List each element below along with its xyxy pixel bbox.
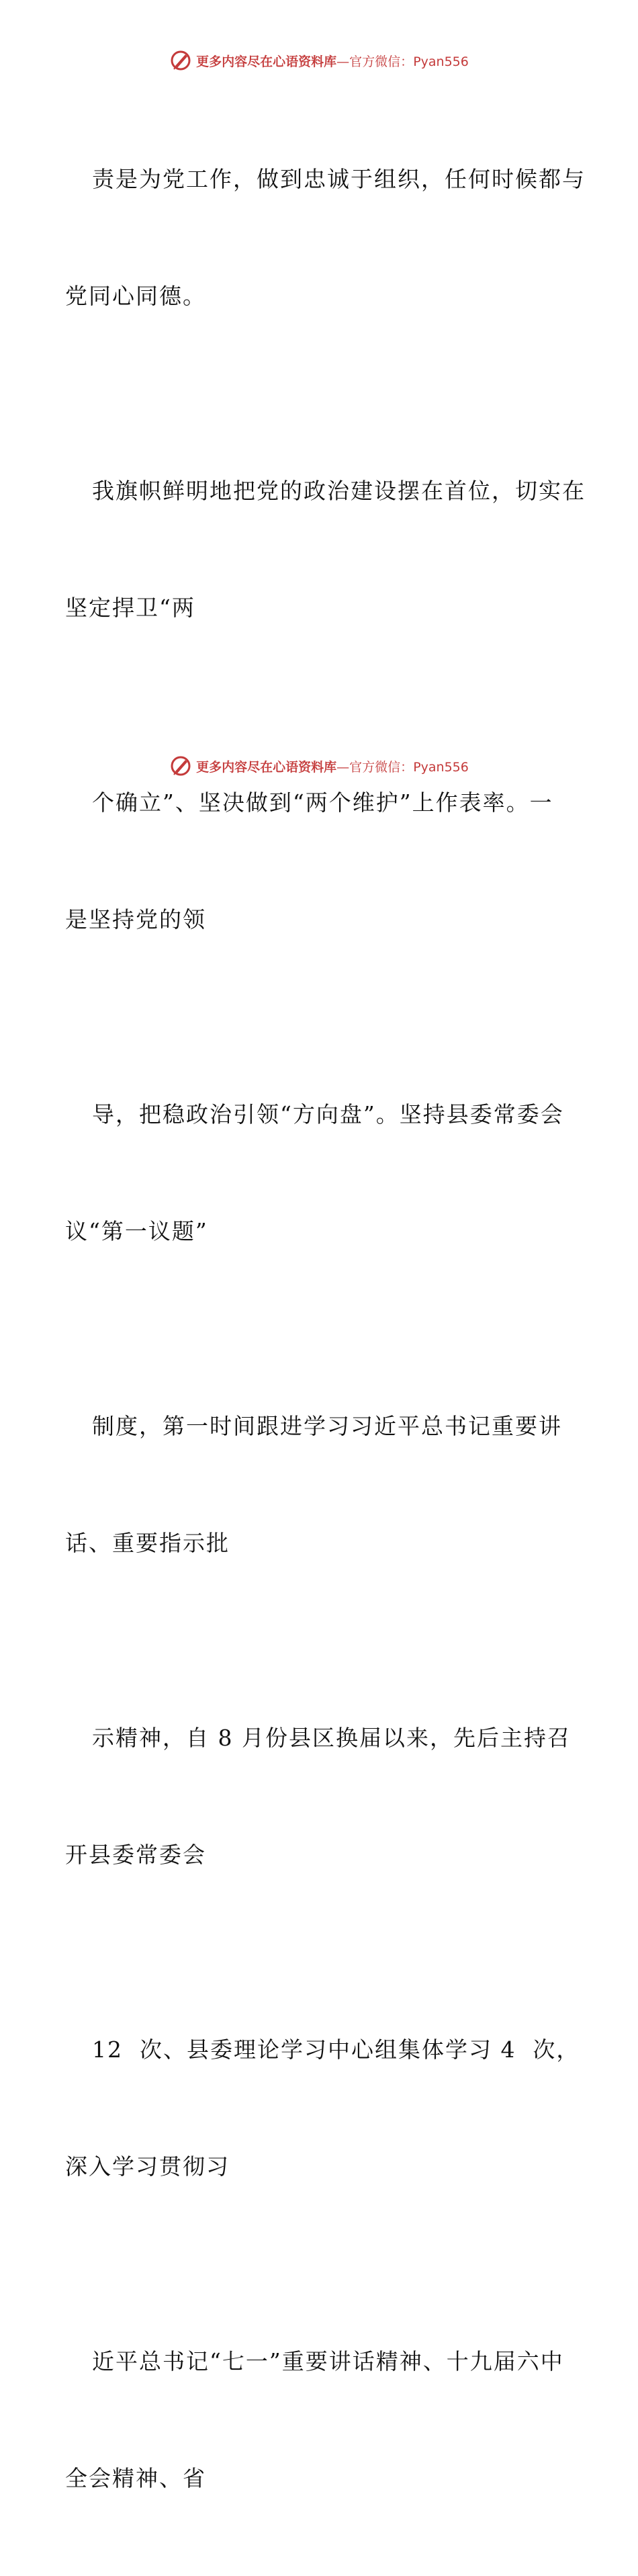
- text-line: 我旗帜鲜明地把党的政治建设摆在首位，切实在: [92, 478, 586, 504]
- text-line: 12 次、县委理论学习中心组集体学习 4 次，: [92, 2036, 580, 2063]
- text-line: 深入学习贯彻习: [65, 2153, 230, 2180]
- feather-pen-logo-icon: [169, 755, 192, 777]
- text-line: 导，把稳政治引领“方向盘”。坚持县委常委会: [92, 1101, 564, 1127]
- paragraph-1: [65, 82, 586, 394]
- banner-title: 更多内容尽在心语资料库: [196, 54, 337, 69]
- text-line: 话、重要指示批: [65, 1530, 230, 1556]
- text-line: 议“第一议题”: [65, 1218, 208, 1244]
- text-line: 近平总书记“七一”重要讲话精神、十九届六中: [92, 2348, 564, 2374]
- paragraph-8: [65, 2264, 576, 2576]
- banner-wechat-id: Pyan556: [413, 54, 469, 69]
- header-banner-text: [196, 52, 469, 70]
- banner-wechat-id: Pyan556: [413, 759, 469, 775]
- paragraph-4: [65, 1017, 576, 1329]
- banner-title: 更多内容尽在心语资料库: [196, 759, 337, 775]
- paragraph-2: [65, 394, 586, 705]
- footer-banner: [0, 753, 638, 779]
- text-line: 是坚持党的领: [65, 906, 206, 933]
- banner-separator: —: [336, 759, 350, 775]
- document-body: [65, 82, 586, 2576]
- text-line: 党同心同德。: [65, 283, 206, 309]
- text-line: 责是为党工作，做到忠诚于组织，任何时候都与: [92, 166, 586, 192]
- text-line: 示精神，自 8 月份县区换届以来，先后主持召: [92, 1725, 571, 1751]
- feather-pen-logo-icon: [169, 49, 192, 72]
- text-line: 制度，第一时间跟进学习习近平总书记重要讲: [92, 1413, 562, 1439]
- banner-separator: —: [336, 54, 350, 69]
- footer-banner-text: [196, 757, 469, 775]
- paragraph-6: [65, 1641, 576, 1952]
- header-banner: [0, 47, 638, 74]
- banner-wechat-label: 官方微信：: [349, 759, 414, 775]
- banner-wechat-label: 官方微信：: [349, 54, 414, 69]
- text-line: 个确立”、坚决做到“两个维护”上作表率。一: [92, 789, 553, 816]
- paragraph-7: [65, 1952, 580, 2264]
- paragraph-5: [65, 1329, 576, 1641]
- text-line: 开县委常委会: [65, 1842, 206, 1868]
- text-line: 坚定捍卫“两: [65, 595, 195, 621]
- text-line: 全会精神、省: [65, 2465, 206, 2491]
